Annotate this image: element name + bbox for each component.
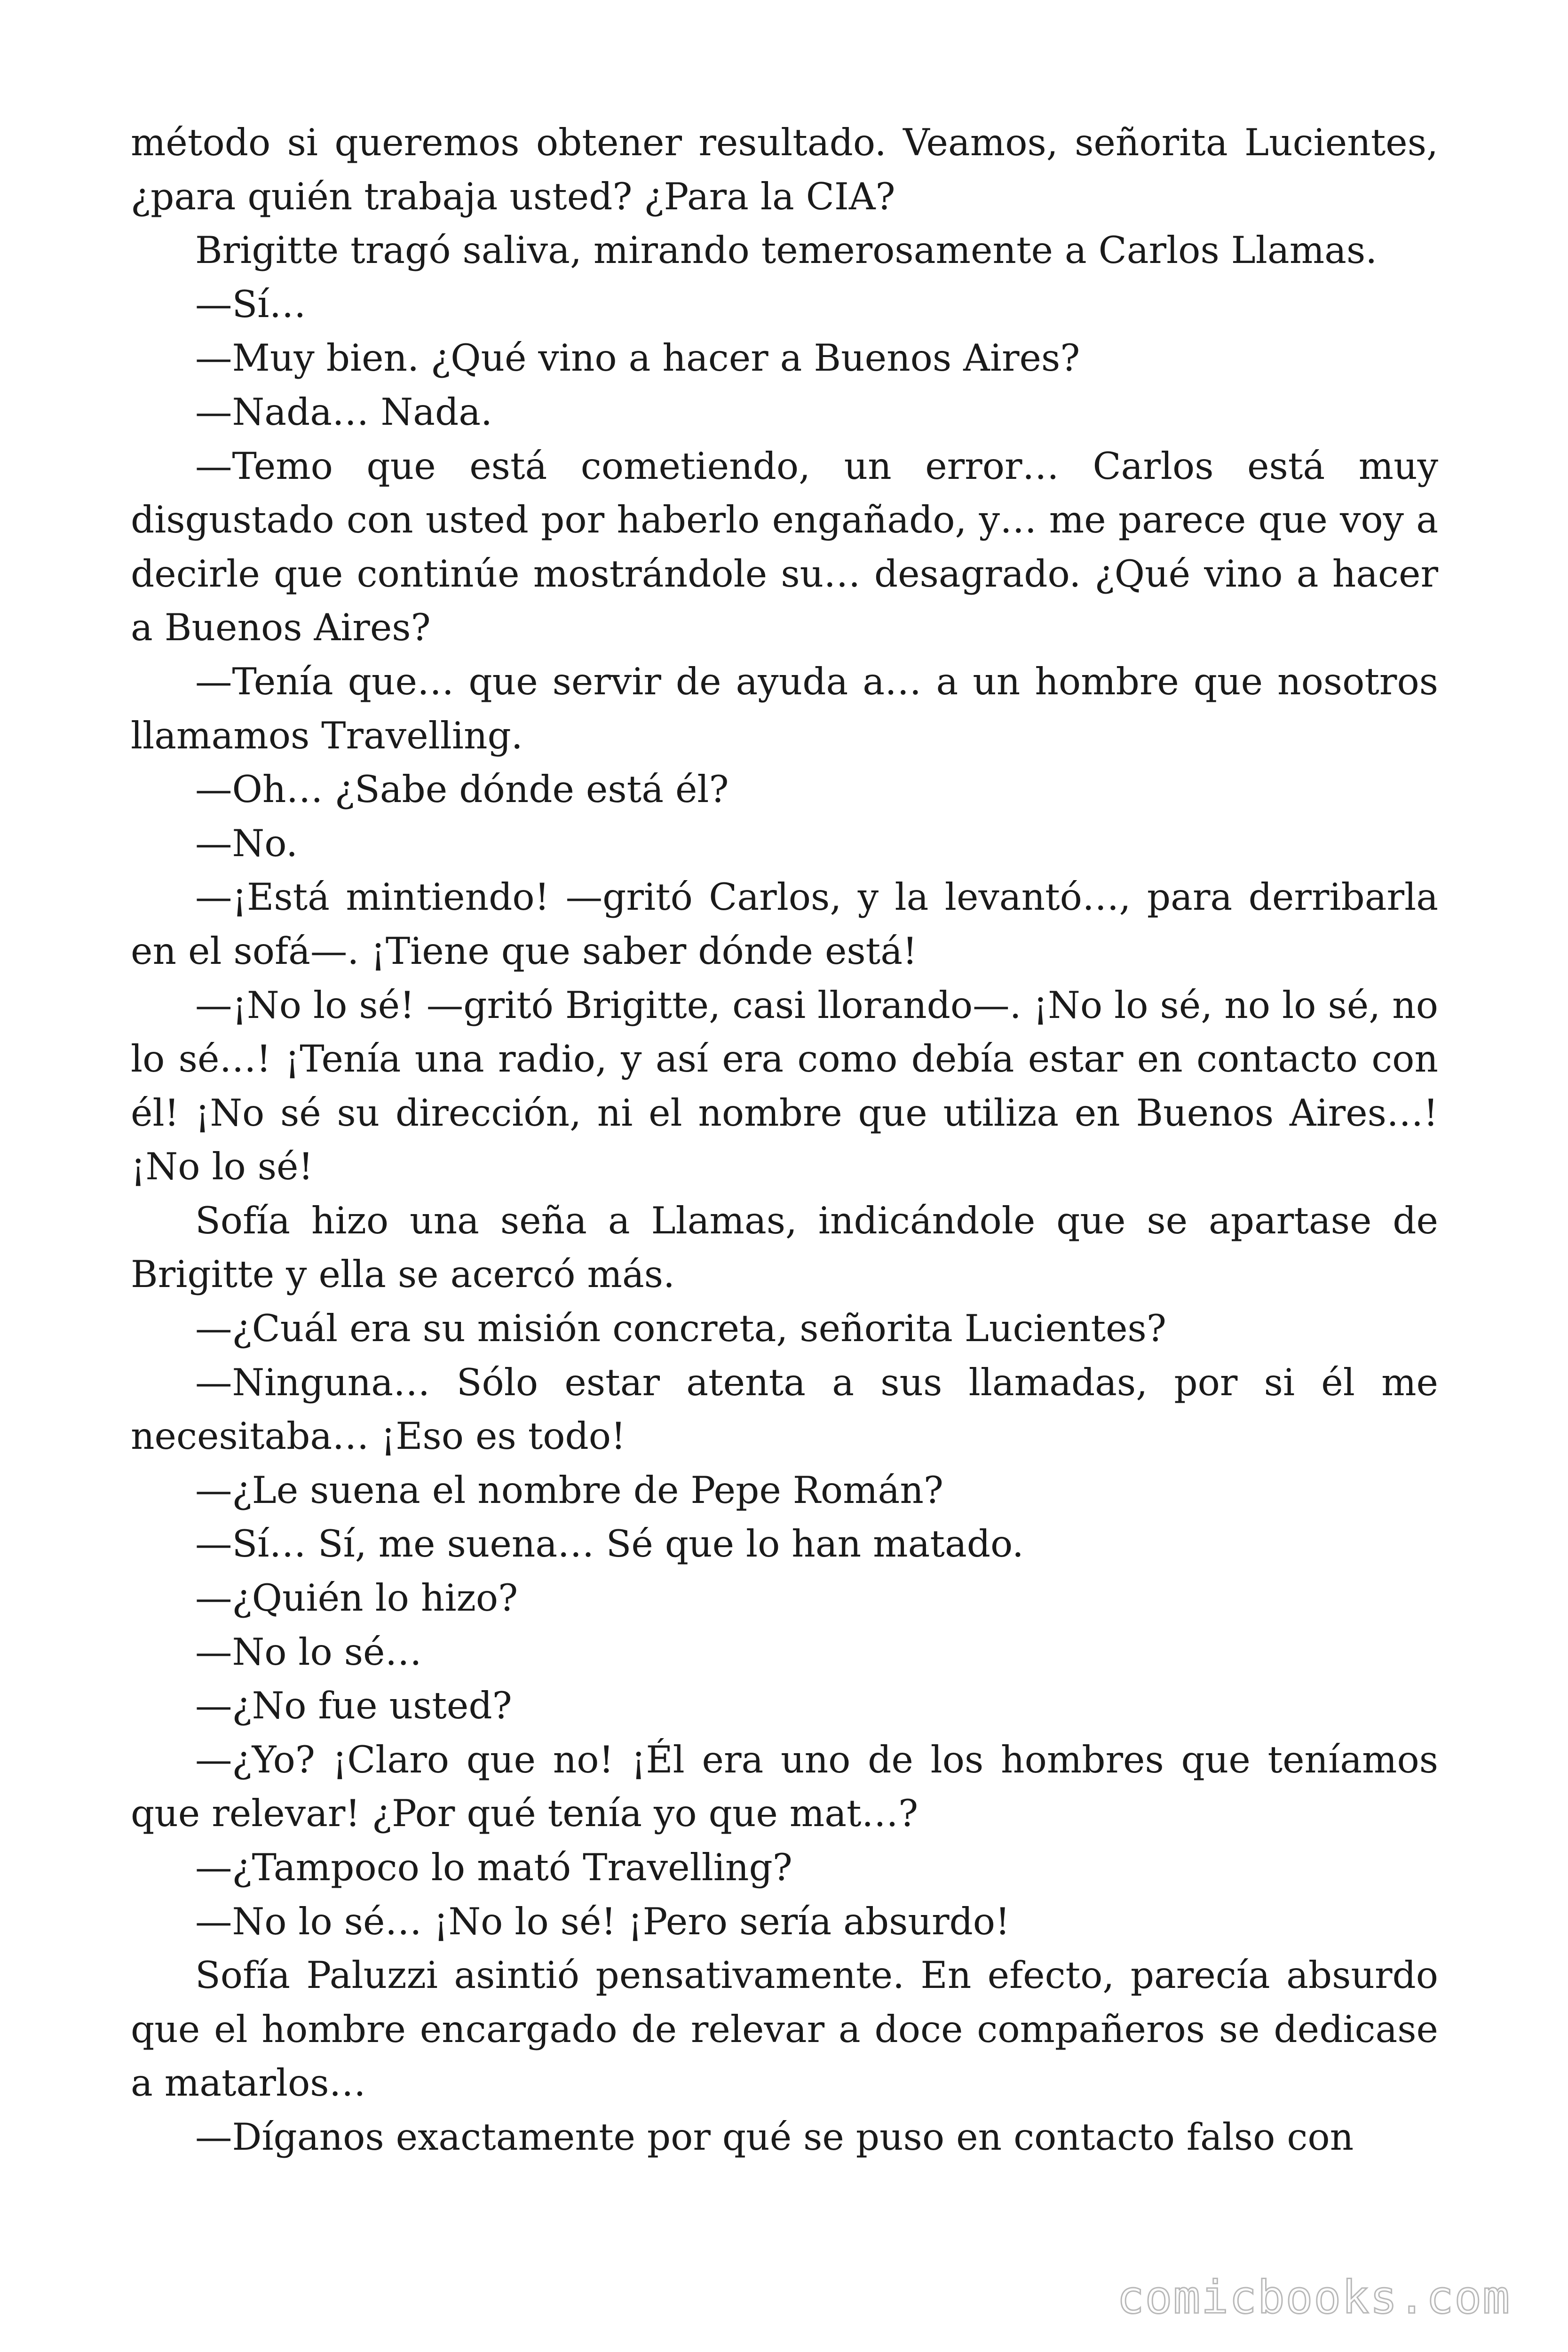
paragraph: Brigitte tragó saliva, mirando temerosamente a Carlos Llamas. bbox=[195, 229, 1378, 272]
paragraph: —Temo que está cometiendo, un error… Carlos está muy disgustado con usted por haberlo engañado, y… me parece que voy a decirle que continúe mostrándole su… desagrado. ¿Qué vino a hacer a Buenos Aires? bbox=[131, 444, 1438, 650]
paragraph: —¿Yo? ¡Claro que no! ¡Él era uno de los hombres que teníamos que relevar! ¿Por qué tenía yo que mat…? bbox=[131, 1738, 1438, 1836]
paragraph: —No lo sé… bbox=[195, 1630, 422, 1674]
paragraph: —¿Tampoco lo mató Travelling? bbox=[195, 1846, 792, 1889]
paragraph: —¡Está mintiendo! —gritó Carlos, y la levantó…, para derribarla en el sofá—. ¡Tiene que saber dónde está! bbox=[131, 875, 1438, 973]
paragraph: —Ninguna… Sólo estar atenta a sus llamadas, por si él me necesitaba… ¡Eso es todo! bbox=[131, 1360, 1438, 1458]
paragraph: —¿Quién lo hizo? bbox=[195, 1576, 518, 1620]
paragraph: —Sí… bbox=[195, 282, 306, 326]
paragraph: —Oh… ¿Sabe dónde está él? bbox=[195, 768, 729, 811]
paragraph: Sofía hizo una seña a Llamas, indicándole que se apartase de Brigitte y ella se acercó más. bbox=[131, 1199, 1438, 1296]
paragraph: método si queremos obtener resultado. Veamos, señorita Lucientes, ¿para quién trabaja usted? ¿Para la CIA? bbox=[131, 121, 1438, 218]
paragraph: —¿Le suena el nombre de Pepe Román? bbox=[195, 1468, 944, 1512]
paragraph: —¿Cuál era su misión concreta, señorita Lucientes? bbox=[195, 1307, 1166, 1351]
paragraph: —¿No fue usted? bbox=[195, 1684, 512, 1728]
paragraph: —Muy bien. ¿Qué vino a hacer a Buenos Aires? bbox=[195, 336, 1080, 380]
paragraph: Sofía Paluzzi asintió pensativamente. En efecto, parecía absurdo que el hombre encargado de relevar a doce compañeros se dedicase a matarlos… bbox=[131, 1954, 1438, 2105]
paragraph: —No lo sé… ¡No lo sé! ¡Pero sería absurdo! bbox=[195, 1899, 1010, 1943]
paragraph: —Díganos exactamente por qué se puso en contacto falso con bbox=[195, 2115, 1354, 2159]
paragraph: —Tenía que… que servir de ayuda a… a un hombre que nosotros llamamos Travelling. bbox=[131, 660, 1438, 757]
paragraph: —Sí… Sí, me suena… Sé que lo han matado. bbox=[195, 1522, 1024, 1566]
paragraph: —No. bbox=[195, 821, 298, 865]
body-text bbox=[131, 116, 1438, 2164]
watermark: comicbooks.com bbox=[1117, 2271, 1511, 2324]
paragraph: —Nada… Nada. bbox=[195, 390, 492, 434]
paragraph: —¡No lo sé! —gritó Brigitte, casi llorando—. ¡No lo sé, no lo sé, no lo sé…! ¡Tenía una radio, y así era como debía estar en contacto con él! ¡No sé su dirección, ni el nombre que utiliza en Buenos Aires…! ¡No lo sé! bbox=[131, 983, 1438, 1189]
